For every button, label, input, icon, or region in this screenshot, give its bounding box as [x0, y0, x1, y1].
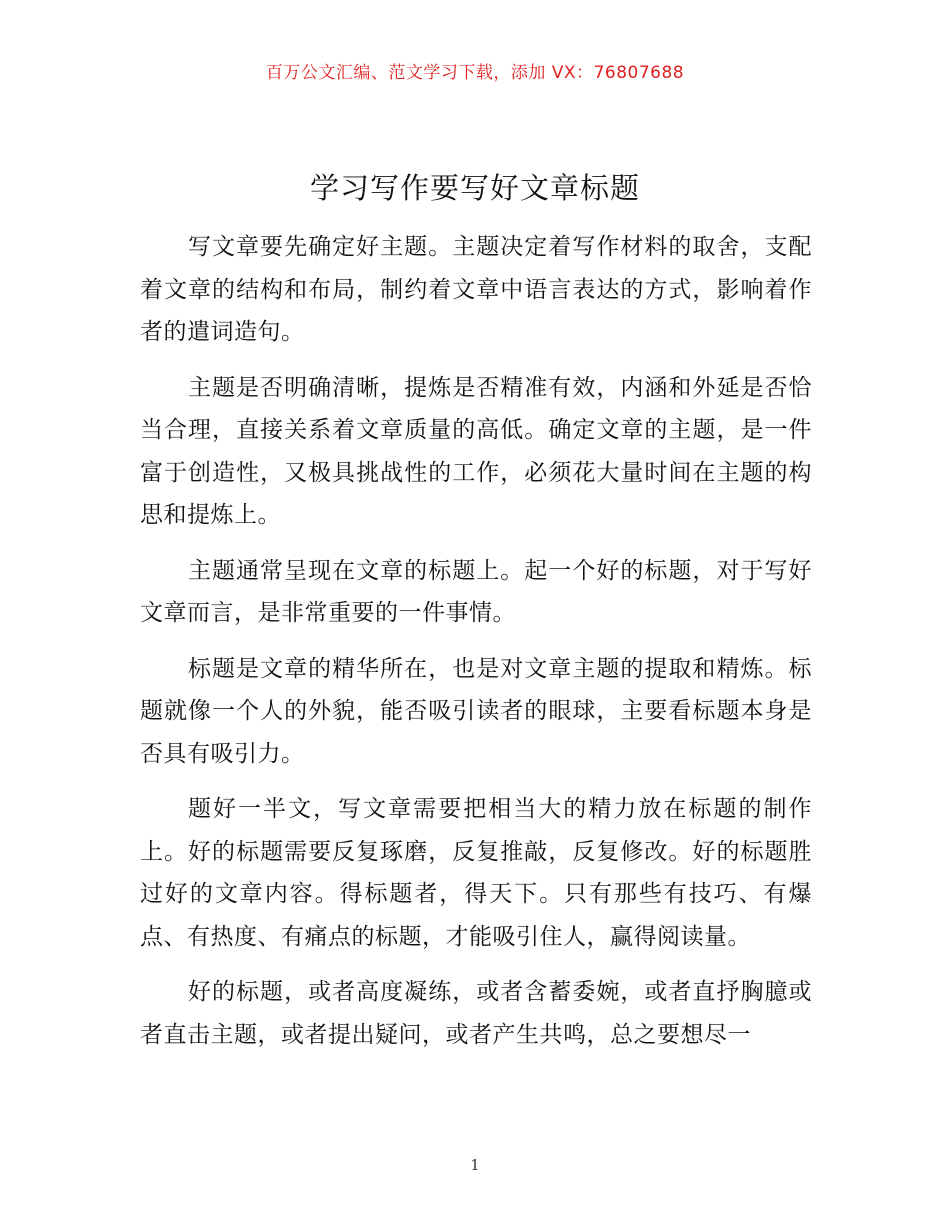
paragraph-3: 主题通常呈现在文章的标题上。起一个好的标题，对于写好文章而言，是非常重要的一件事情。: [140, 557, 812, 626]
paragraph-5: 题好一半文，写文章需要把相当大的精力放在标题的制作上。好的标题需要反复琢磨，反复推敲，反复修改。好的标题胜过好的文章内容。得标题者，得天下。只有那些有技巧、有爆点、有热度、有痛点的标题，才能吸引住人，赢得阅读量。: [140, 796, 812, 950]
paragraph-6: 好的标题，或者高度凝练，或者含蓄委婉，或者直抒胸臆或者直击主题，或者提出疑问，或者产生共鸣，总之要想尽一: [140, 979, 812, 1048]
header-banner: 百万公文汇编、范文学习下载，添加 VX：76807688: [265, 63, 685, 83]
paragraph-1: 写文章要先确定好主题。主题决定着写作材料的取舍，支配着文章的结构和布局，制约着文章中语言表达的方式，影响着作者的遣词造句。: [140, 234, 812, 345]
document-title: 学习写作要写好文章标题: [309, 171, 640, 205]
paragraph-4: 标题是文章的精华所在，也是对文章主题的提取和精炼。标题就像一个人的外貌，能否吸引读者的眼球，主要看标题本身是否具有吸引力。: [140, 655, 812, 767]
document-body: [140, 226, 812, 1069]
page-number: 1: [470, 1156, 480, 1174]
paragraph-2: 主题是否明确清晰，提炼是否精准有效，内涵和外延是否恰当合理，直接关系着文章质量的高低。确定文章的主题，是一件富于创造性，又极具挑战性的工作，必须花大量时间在主题的构思和提炼上。: [140, 374, 812, 528]
